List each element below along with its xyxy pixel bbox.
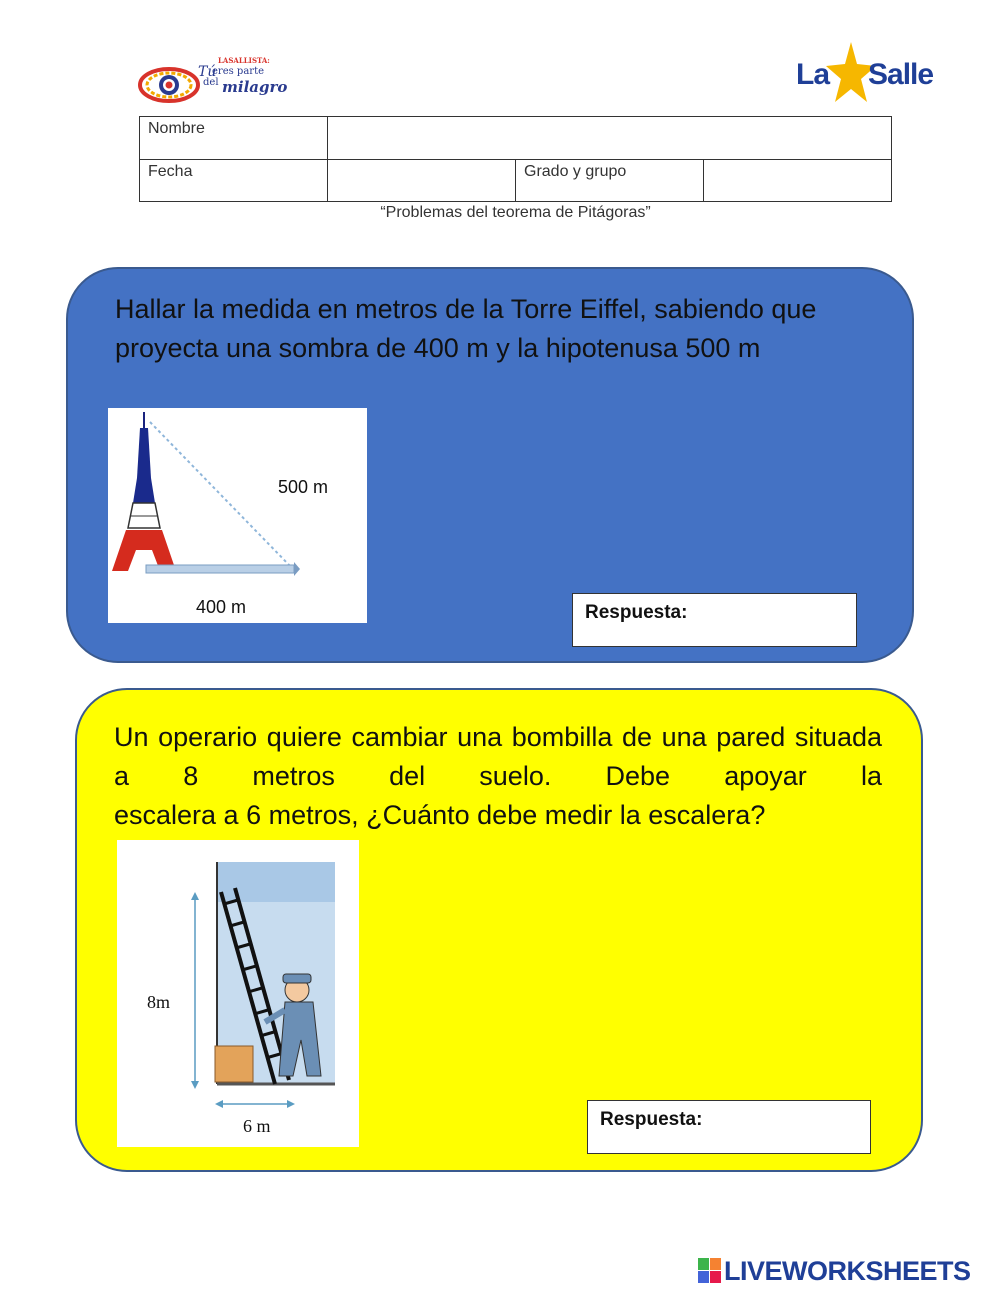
fecha-label: Fecha: [140, 160, 328, 202]
hyp-label: 500 m: [278, 477, 329, 497]
logo-tu-text: Tú: [198, 64, 217, 80]
footer-brand: LIVEWORKSHEETS: [724, 1256, 971, 1286]
answer-label-1: Respuesta:: [585, 602, 688, 623]
problem-2-text-main: Un operario quiere cambiar una bombilla de una pared situada a 8 metros del suelo. Debe apoyar la: [114, 722, 882, 791]
grado-label: Grado y grupo: [516, 160, 704, 202]
la-salle-logo: [792, 40, 942, 108]
answer-box-2[interactable]: [587, 1100, 871, 1154]
height-label: 8m: [147, 992, 171, 1012]
logo-la-text: La: [796, 58, 830, 91]
eye-logo-icon: [138, 66, 200, 104]
eiffel-tower-figure: [108, 408, 367, 623]
logo-salle-text: Salle: [868, 58, 934, 91]
problem-1-text: Hallar la medida en metros de la Torre Eiffel, sabiendo que proyecta una sombra de 400 m y la hipotenusa 500 m: [115, 294, 817, 363]
ladder-figure: [117, 840, 359, 1147]
fecha-field[interactable]: [328, 160, 516, 202]
base-label: 400 m: [196, 597, 247, 617]
worksheet-title: “Problemas del teorema de Pitágoras”: [380, 204, 651, 221]
liveworksheets-footer: [698, 1256, 998, 1288]
ladder-diagram-icon: [117, 840, 359, 1147]
ladder-base-label: 6 m: [243, 1116, 271, 1136]
answer-label-2: Respuesta:: [600, 1109, 703, 1130]
nombre-label: Nombre: [140, 117, 328, 160]
nombre-field[interactable]: [328, 117, 892, 160]
problem-2-text-last: escalera a 6 metros, ¿Cuánto debe medir la escalera?: [114, 800, 766, 830]
problem-2-text: [114, 718, 882, 835]
logo-milagro-text: milagro: [222, 78, 288, 96]
answer-box-1[interactable]: [572, 593, 857, 647]
grado-field[interactable]: [704, 160, 892, 202]
school-motto-logo: [138, 56, 288, 110]
liveworksheets-logo-icon: [698, 1258, 722, 1284]
logo-small-text: LASALLISTA:: [218, 56, 270, 65]
logo-del-text: del: [203, 77, 219, 88]
eiffel-diagram-icon: [108, 408, 367, 623]
logo-eres-text: eres parte: [212, 66, 265, 77]
student-info-table: [139, 116, 892, 202]
